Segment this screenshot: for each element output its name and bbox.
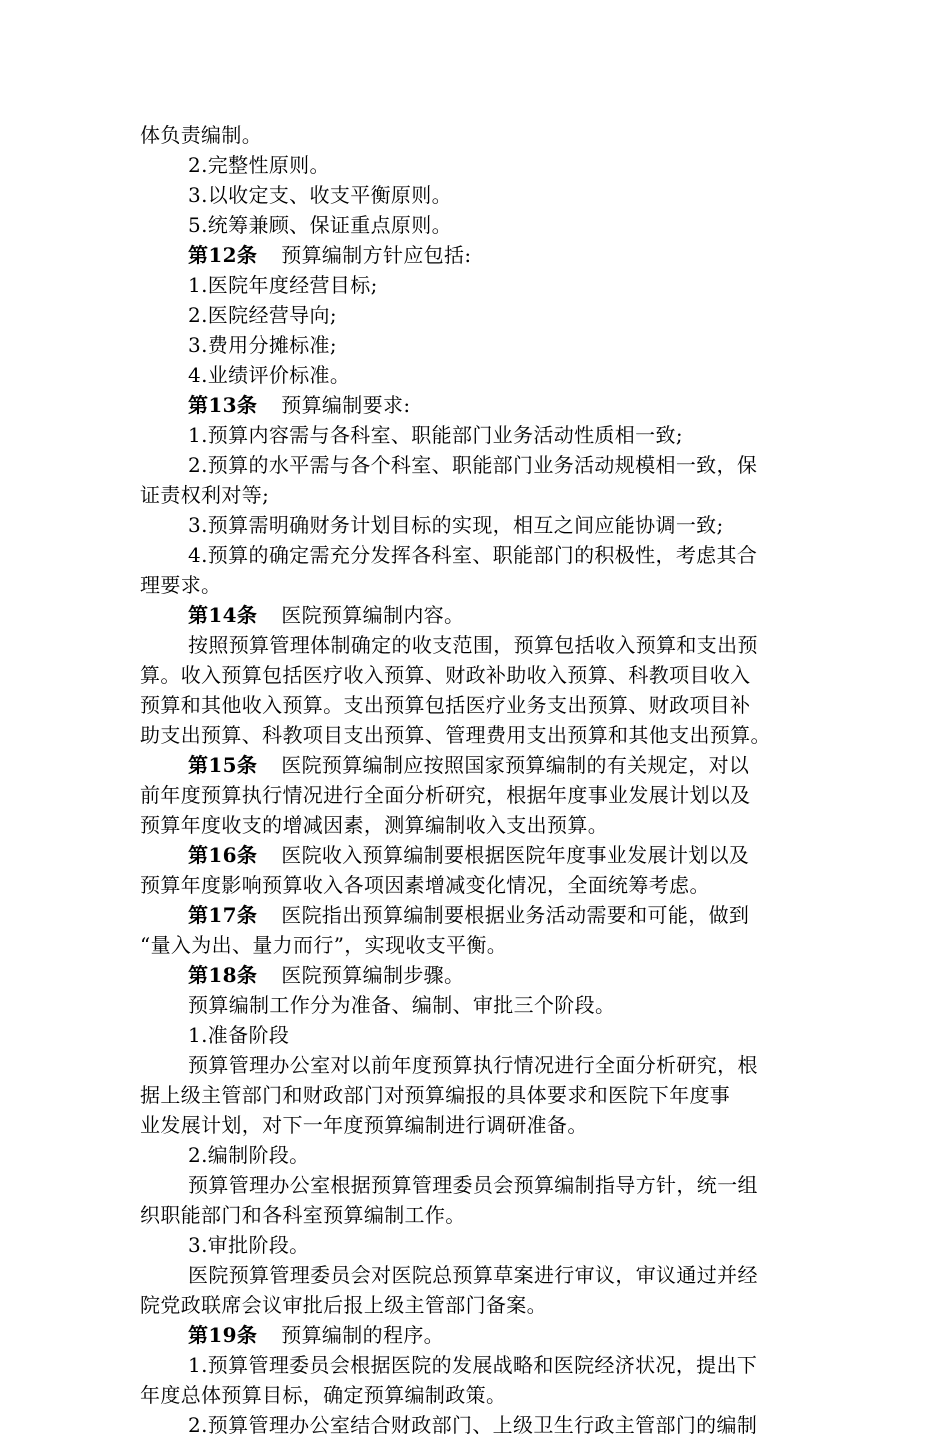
text-line — [140, 1290, 820, 1320]
text-line — [140, 1350, 820, 1380]
line-text: 预算编制的程序。 — [281, 1323, 445, 1347]
line-text: 体负责编制。 — [140, 123, 263, 147]
line-text: 医院指出预算编制要根据业务活动需要和可能，做到 — [281, 903, 750, 927]
line-text: 医院预算管理委员会对医院总预算草案进行审议，审议通过并经 — [188, 1263, 758, 1287]
article-number: 第14条 — [188, 603, 258, 627]
text-line — [140, 1110, 820, 1140]
line-text: 3.以收定支、收支平衡原则。 — [188, 183, 452, 207]
line-text: 证责权利对等; — [140, 483, 270, 507]
text-line — [140, 1170, 820, 1200]
article-number: 第15条 — [188, 753, 258, 777]
text-line — [140, 1140, 820, 1170]
text-line — [140, 450, 820, 480]
line-text: 医院预算编制步骤。 — [281, 963, 465, 987]
line-text: 医院预算编制内容。 — [281, 603, 465, 627]
article-number: 第18条 — [188, 963, 258, 987]
article-line — [140, 1320, 820, 1350]
line-text: 助支出预算、科教项目支出预算、管理费用支出预算和其他支出预算。 — [140, 723, 771, 747]
line-text: 2.完整性原则。 — [188, 153, 330, 177]
line-text: 1.准备阶段 — [188, 1023, 290, 1047]
text-line — [140, 360, 820, 390]
line-text: 医院预算编制应按照国家预算编制的有关规定，对以 — [281, 753, 750, 777]
line-text: 预算管理办公室根据预算管理委员会预算编制指导方针，统一组 — [188, 1173, 758, 1197]
text-line — [140, 330, 820, 360]
text-line — [140, 1020, 820, 1050]
text-line — [140, 420, 820, 450]
text-line — [140, 690, 820, 720]
line-text: 据上级主管部门和财政部门对预算编报的具体要求和医院下年度事 — [140, 1083, 731, 1107]
text-line — [140, 1230, 820, 1260]
line-text: 前年度预算执行情况进行全面分析研究，根据年度事业发展计划以及 — [140, 783, 751, 807]
text-line — [140, 810, 820, 840]
line-text: 1.预算管理委员会根据医院的发展战略和医院经济状况，提出下 — [188, 1353, 758, 1377]
line-text: 算。收入预算包括医疗收入预算、财政补助收入预算、科教项目收入 — [140, 663, 751, 687]
text-line — [140, 210, 820, 240]
text-line — [140, 1260, 820, 1290]
line-text: 预算编制方针应包括: — [281, 243, 472, 267]
line-text: 3.审批阶段。 — [188, 1233, 310, 1257]
article-line — [140, 960, 820, 990]
article-line — [140, 390, 820, 420]
text-line — [140, 630, 820, 660]
article-line — [140, 840, 820, 870]
line-text: 预算编制工作分为准备、编制、审批三个阶段。 — [188, 993, 616, 1017]
text-line — [140, 180, 820, 210]
text-line — [140, 270, 820, 300]
text-line — [140, 1200, 820, 1230]
text-line — [140, 1050, 820, 1080]
line-text: 2.编制阶段。 — [188, 1143, 310, 1167]
line-text: 3.预算需明确财务计划目标的实现，相互之间应能协调一致; — [188, 513, 724, 537]
article-line — [140, 750, 820, 780]
article-number: 第17条 — [188, 903, 258, 927]
text-line — [140, 300, 820, 330]
text-line — [140, 1080, 820, 1110]
line-text: 年度总体预算目标，确定预算编制政策。 — [140, 1383, 507, 1407]
text-line — [140, 540, 820, 570]
article-line — [140, 900, 820, 930]
article-line — [140, 600, 820, 630]
article-number: 第16条 — [188, 843, 258, 867]
line-text: “量入为出、量力而行”，实现收支平衡。 — [140, 933, 508, 957]
text-line — [140, 150, 820, 180]
document-body — [140, 120, 820, 1440]
line-text: 1.预算内容需与各科室、职能部门业务活动性质相一致; — [188, 423, 683, 447]
text-line — [140, 990, 820, 1020]
line-text: 2.医院经营导向; — [188, 303, 337, 327]
text-line — [140, 1380, 820, 1410]
line-text: 预算和其他收入预算。支出预算包括医疗业务支出预算、财政项目补 — [140, 693, 751, 717]
text-line — [140, 870, 820, 900]
line-text: 3.费用分摊标准; — [188, 333, 337, 357]
text-line — [140, 510, 820, 540]
article-number: 第13条 — [188, 393, 258, 417]
line-text: 理要求。 — [140, 573, 222, 597]
text-line — [140, 930, 820, 960]
line-text: 医院收入预算编制要根据医院年度事业发展计划以及 — [281, 843, 750, 867]
line-text: 织职能部门和各科室预算编制工作。 — [140, 1203, 466, 1227]
line-text: 4.业绩评价标准。 — [188, 363, 351, 387]
text-line — [140, 120, 820, 150]
line-text: 4.预算的确定需充分发挥各科室、职能部门的积极性，考虑其合 — [188, 543, 758, 567]
article-number: 第19条 — [188, 1323, 258, 1347]
line-text: 院党政联席会议审批后报上级主管部门备案。 — [140, 1293, 547, 1317]
text-line — [140, 480, 820, 510]
text-line — [140, 780, 820, 810]
text-line — [140, 720, 820, 750]
line-text: 1.医院年度经营目标; — [188, 273, 378, 297]
article-number: 第12条 — [188, 243, 258, 267]
text-line — [140, 1410, 820, 1440]
text-line — [140, 570, 820, 600]
line-text: 2.预算的水平需与各个科室、职能部门业务活动规模相一致，保 — [188, 453, 758, 477]
line-text: 按照预算管理体制确定的收支范围，预算包括收入预算和支出预 — [188, 633, 758, 657]
line-text: 2.预算管理办公室结合财政部门、上级卫生行政主管部门的编制 — [188, 1413, 758, 1437]
text-line — [140, 660, 820, 690]
line-text: 预算年度收支的增减因素，测算编制收入支出预算。 — [140, 813, 609, 837]
line-text: 预算年度影响预算收入各项因素增减变化情况，全面统筹考虑。 — [140, 873, 710, 897]
article-line — [140, 240, 820, 270]
line-text: 业发展计划，对下一年度预算编制进行调研准备。 — [140, 1113, 588, 1137]
line-text: 预算管理办公室对以前年度预算执行情况进行全面分析研究，根 — [188, 1053, 758, 1077]
line-text: 预算编制要求: — [281, 393, 411, 417]
line-text: 5.统筹兼顾、保证重点原则。 — [188, 213, 452, 237]
